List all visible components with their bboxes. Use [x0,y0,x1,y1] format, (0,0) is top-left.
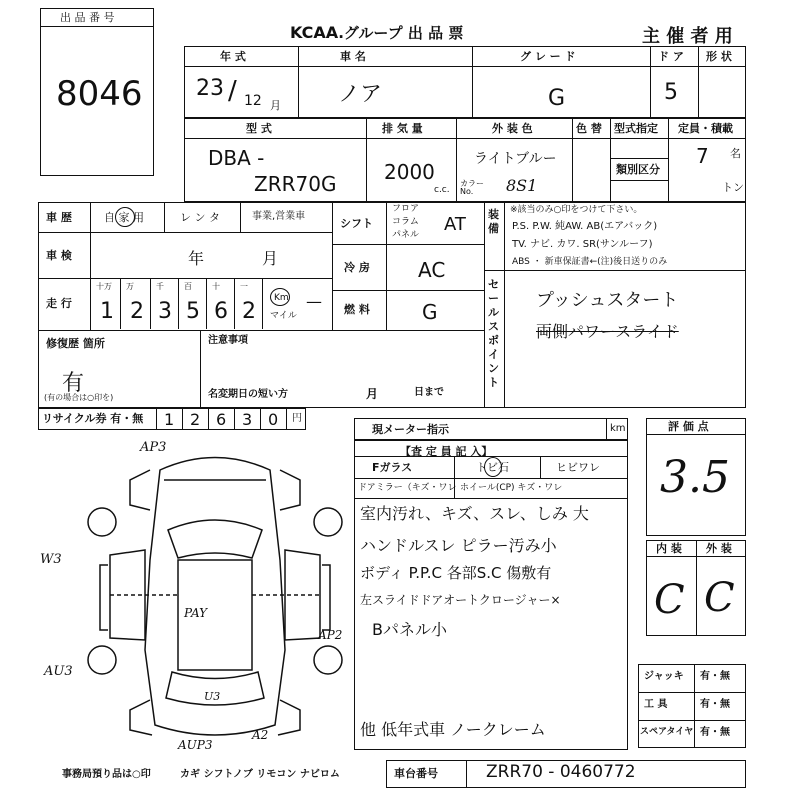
inspector-label: 【査 定 員 記 入】 [400,445,493,458]
mileage-digit-unit: 千 [156,282,164,291]
km-circle [270,288,290,306]
equipment-line3: ABS ・ 新車保証書←(注)後日送りのみ [512,257,668,267]
history-self-circle [115,207,135,227]
meter-label: 現メーター指示 [372,423,449,436]
remark-line: 左スライドドアオートクロージャー× [360,593,561,607]
extra-value: 有・無 [700,671,730,682]
inspection-month-unit: 月 [262,249,279,268]
header-title-rest: .グループ 出 品 票 [338,24,464,42]
year-value: 23 [196,76,224,101]
mileage-digits [92,279,268,329]
year-label: 年 式 [220,50,246,63]
mileage-digit-unit: 一 [240,282,248,291]
office-label: 事務局預り品は○印 [62,769,151,780]
tobi-circle [484,457,502,477]
mileage-digit-unit: 十 [212,282,220,291]
chassis-label: 車台番号 [394,767,438,780]
diagram-mark: AP3 [140,440,167,455]
class-label: 類別区分 [616,163,660,176]
extra-label: スペアタイヤ [640,727,694,737]
equipment-note: ※該当のみ○印をつけて下さい。 [510,205,643,215]
diagram-mark: A2 [252,728,269,742]
color-label: 外 装 色 [492,122,533,135]
interior-label: 内 装 [656,542,682,555]
inspection-label: 車 検 [46,249,72,262]
lot-label: 出 品 番 号 [60,11,115,24]
year-slash: / [228,76,237,106]
remark-line: 他 低年式車 ノークレーム [360,720,546,739]
remark-line: 室内汚れ、キズ、スレ、しみ 大 [360,504,589,523]
glass-label: Fガラス [372,461,413,474]
history-business: 事業,営業車 [252,211,306,222]
evaluation-label: 評 価 点 [668,420,709,433]
model-prefix: DBA - [208,146,265,170]
recycle-digit: 3 [242,410,253,429]
caution-short-date: 名変期日の短い方 [208,389,288,400]
shift-value: AT [444,214,466,235]
color-no-value: 8S1 [506,176,538,195]
diagram-mark: AUP3 [178,738,213,752]
remark-line: ボディ P.P.C 各部S.C 傷敷有 [360,564,552,582]
displacement-label: 排 気 量 [382,122,423,135]
mileage-digit: 5 [186,299,200,324]
grade-value: G [548,86,566,111]
remark-line: Bパネル小 [372,620,447,639]
grade-label: グ レ ー ド [520,50,576,63]
caution-day: 日まで [414,387,444,398]
mileage-digit: 2 [130,299,144,324]
mileage-label: 走 行 [46,297,72,310]
ac-value: AC [418,258,446,282]
mileage-digit-unit: 百 [184,282,192,291]
color-no-label: カラー No. [460,179,484,196]
recycle-digit: 0 [268,410,279,429]
ac-label: 冷 房 [344,261,370,274]
office-items: カギ シフトノブ リモコン ナビロム [180,769,340,780]
fuel-value: G [422,300,438,324]
remark-line: ハンドルスレ ピラー汚み小 [360,536,557,555]
crack-label: ヒビワレ [556,461,600,474]
shift-floor: フロア [392,204,420,214]
recycle-unit: 円 [292,413,302,424]
exterior-value: C [704,575,735,621]
sales-point-line1: プッシュスタート [536,290,679,311]
history-label: 車 歴 [46,211,72,224]
color-change-label: 色 替 [576,122,602,135]
extra-value: 有・無 [700,727,730,738]
tobi-label: トビ石 [476,461,509,474]
mileage-digit: 2 [242,299,256,324]
shift-column: コラム [392,217,419,227]
shift-panel: パネル [392,230,420,240]
sales-point-line2: 両側パワースライド [536,322,679,341]
car-diagram [80,440,350,760]
extra-label: ジャッキ [644,671,684,682]
equipment-line1: P.S. P.W. 純AW. AB(エアバック) [512,221,658,232]
shape-label: 形 状 [706,50,732,63]
month-unit: 月 [270,99,281,112]
model-value: ZRR70G [254,172,337,196]
km-mark: — [306,292,322,311]
history-self: 自 家 用 [104,211,144,224]
mileage-digit-unit: 万 [126,282,134,291]
caution-label: 注意事項 [208,335,248,346]
repair-note: (有の場合は○印を) [44,393,114,402]
repair-label: 修復歴 箇所 [46,337,105,350]
mileage-digit: 6 [214,299,228,324]
equipment-label: 装 備 [488,208,499,235]
mileage-digit-unit: 十万 [96,282,112,291]
car-name-label: 車 名 [340,50,366,63]
mileage-digit: 1 [100,299,114,324]
model-label: 型 式 [246,122,272,135]
exterior-label: 外 装 [706,542,732,555]
recycle-digit: 6 [216,410,227,429]
extra-label: 工 具 [644,699,668,710]
mirror-label: ドアミラー（キズ・ワレ [358,483,457,493]
inspection-year-unit: 年 [188,249,205,268]
recycle-digit: 2 [190,410,201,429]
color-value: ライトブルー [474,151,557,167]
meter-unit: km [610,423,626,434]
capacity-value: 7 [696,144,709,168]
chassis-value: ZRR70 - 0460772 [486,762,636,782]
repair-value: 有 [62,371,85,396]
mileage-digit: 3 [158,299,172,324]
extra-value: 有・無 [700,699,730,710]
doors-label: ド ア [658,50,684,63]
diagram-mark: AP2 [318,628,343,642]
diagram-mark: AU3 [44,664,73,679]
lot-number: 8046 [56,74,143,114]
km-label: Km [274,293,289,303]
type-designation-label: 型式指定 [614,122,658,135]
displacement-value: 2000 [384,160,435,184]
recycle-digit: 1 [164,410,175,429]
displacement-unit: c.c. [434,185,450,195]
fuel-label: 燃 料 [344,303,370,316]
shift-label: シフト [340,217,373,230]
sales-points-label: セールスポイント [488,278,499,389]
header-brand: KCAA [290,23,339,42]
capacity-unit: 名 [730,147,741,160]
ton-unit: トン [722,181,744,194]
diagram-mark: PAY [184,606,208,620]
interior-value: C [654,577,685,623]
header-title [290,22,463,43]
equipment-line2: TV. ナビ. カワ. SR(サンルーフ) [512,239,653,250]
car-name-value: ノア [338,82,383,107]
mile-label: マイル [270,311,297,321]
history-rental: レ ン タ [180,211,220,224]
header-usage: 主 催 者 用 [642,26,733,47]
diagram-mark: W3 [40,552,62,567]
month-value: 12 [244,93,262,109]
caution-month: 月 [366,387,379,401]
doors-value: 5 [664,80,678,105]
recycle-label: リサイクル券 有・無 [42,412,144,425]
diagram-mark: U3 [204,690,221,703]
capacity-label: 定員・積載 [678,122,733,135]
evaluation-value: 3.5 [660,452,730,503]
wheel-label: ホイール(CP) キズ・ワレ [460,483,563,493]
